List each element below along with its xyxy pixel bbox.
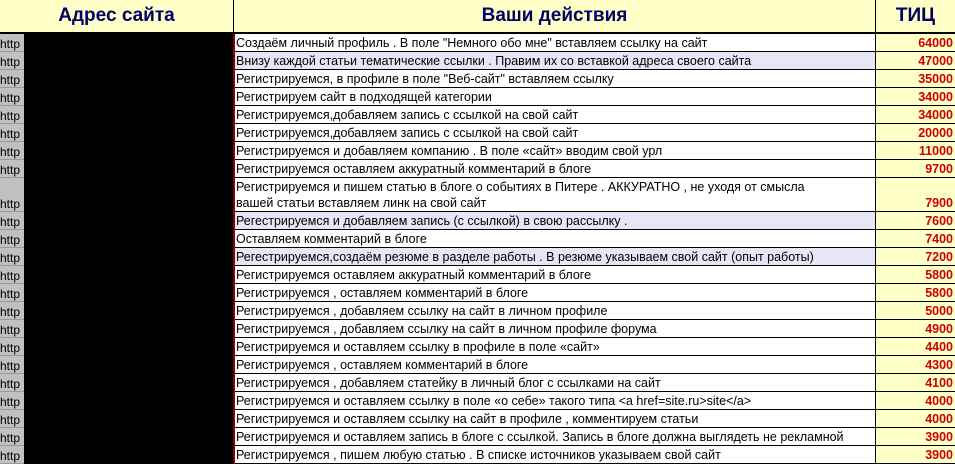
action-cell[interactable]: Регистрируемся, в профиле в поле "Веб-сайт" вставляем ссылку (234, 70, 876, 88)
tic-value-cell[interactable]: 4300 (876, 356, 955, 374)
action-cell[interactable]: Регистрируемся и оставляем ссылку в профиле в поле «сайт» (234, 338, 876, 356)
action-cell[interactable]: Регистрируемся , добавляем статейку в личный блог с ссылками на сайт (234, 374, 876, 392)
tic-value-cell[interactable]: 7600 (876, 212, 955, 230)
site-url-cell[interactable]: http (0, 88, 24, 106)
site-url-cell[interactable]: http (0, 160, 24, 178)
action-cell[interactable]: Регистрируемся и оставляем запись в блоге с ссылкой. Запись в блоге должна выглядеть не рекламной (234, 428, 876, 446)
action-cell[interactable]: Регистрируемся , добавляем ссылку на сайт в личном профиле (234, 302, 876, 320)
site-url-cell[interactable]: http (0, 446, 24, 464)
site-url-cell[interactable]: http (0, 230, 24, 248)
column-header-tic[interactable]: ТИЦ (876, 0, 955, 34)
site-url-cell[interactable]: http (0, 106, 24, 124)
site-url-cell[interactable]: http (0, 392, 24, 410)
site-url-cell[interactable]: http (0, 338, 24, 356)
tic-value-cell[interactable]: 7200 (876, 248, 955, 266)
action-cell[interactable]: Регистрируемся , оставляем комментарий в блоге (234, 284, 876, 302)
tic-value-cell[interactable]: 9700 (876, 160, 955, 178)
tic-value-cell[interactable]: 5800 (876, 284, 955, 302)
tic-value-cell[interactable]: 4000 (876, 410, 955, 428)
action-cell[interactable]: Регистрируемся,добавляем запись с ссылкой на свой сайт (234, 106, 876, 124)
action-cell[interactable]: Регистрируем сайт в подходящей категории (234, 88, 876, 106)
action-cell[interactable]: Регистрируемся , пишем любую статью . В списке источников указываем свой сайт (234, 446, 876, 464)
site-url-cell[interactable]: http (0, 302, 24, 320)
tic-value-cell[interactable]: 20000 (876, 124, 955, 142)
action-cell[interactable]: Регистрируемся , добавляем ссылку на сайт в личном профиле форума (234, 320, 876, 338)
tic-value-cell[interactable]: 7900 (876, 178, 955, 212)
tic-value-cell[interactable]: 3900 (876, 428, 955, 446)
site-url-cell[interactable]: http (0, 124, 24, 142)
site-url-cell[interactable]: http (0, 70, 24, 88)
tic-value-cell[interactable]: 4900 (876, 320, 955, 338)
tic-value-cell[interactable]: 35000 (876, 70, 955, 88)
column-divider (233, 34, 235, 464)
tic-value-cell[interactable]: 4400 (876, 338, 955, 356)
tic-value-cell[interactable]: 11000 (876, 142, 955, 160)
tic-value-cell[interactable]: 64000 (876, 34, 955, 52)
tic-value-cell[interactable]: 3900 (876, 446, 955, 464)
site-url-cell[interactable]: http (0, 410, 24, 428)
site-url-cell[interactable]: http (0, 284, 24, 302)
site-url-cell[interactable]: http (0, 248, 24, 266)
action-cell[interactable]: Регистрируемся и оставляем ссылку в поле «о себе» такого типа <a href=site.ru>site</a> (234, 392, 876, 410)
site-url-cell[interactable]: http (0, 34, 24, 52)
action-cell[interactable]: Регистрируемся,добавляем запись с ссылкой на свой сайт (234, 124, 876, 142)
site-url-cell[interactable]: http (0, 178, 24, 212)
site-url-cell[interactable]: http (0, 266, 24, 284)
column-header-site[interactable]: Адрес сайта (0, 0, 234, 34)
site-url-cell[interactable]: http (0, 428, 24, 446)
tic-value-cell[interactable]: 34000 (876, 88, 955, 106)
action-cell[interactable]: Оставляем комментарий в блоге (234, 230, 876, 248)
tic-value-cell[interactable]: 7400 (876, 230, 955, 248)
tic-value-cell[interactable]: 5800 (876, 266, 955, 284)
site-url-cell[interactable]: http (0, 52, 24, 70)
column-header-actions[interactable]: Ваши действия (234, 0, 876, 34)
action-cell[interactable]: Создаём личный профиль . В поле "Немного обо мне" вставляем ссылку на сайт (234, 34, 876, 52)
site-url-cell[interactable]: http (0, 356, 24, 374)
redacted-site-addresses (24, 34, 234, 464)
site-url-cell[interactable]: http (0, 320, 24, 338)
action-cell[interactable]: Регистрируемся оставляем аккуратный комментарий в блоге (234, 160, 876, 178)
site-url-cell[interactable]: http (0, 374, 24, 392)
tic-value-cell[interactable]: 5000 (876, 302, 955, 320)
site-url-cell[interactable]: http (0, 142, 24, 160)
action-cell[interactable]: Регестрируемся,создаём резюме в разделе работы . В резюме указываем свой сайт (опыт работы) (234, 248, 876, 266)
action-cell[interactable]: Регистрируемся и пишем статью в блоге о событиях в Питере . АККУРАТНО , не уходя от смысла вашей статьи вставляем линк на свой сайт (234, 178, 876, 212)
tic-value-cell[interactable]: 4000 (876, 392, 955, 410)
action-cell[interactable]: Регистрируемся и добавляем компанию . В поле «сайт» вводим свой урл (234, 142, 876, 160)
action-cell[interactable]: Регистрируемся , оставляем комментарий в блоге (234, 356, 876, 374)
site-url-cell[interactable]: http (0, 212, 24, 230)
tic-value-cell[interactable]: 34000 (876, 106, 955, 124)
action-cell[interactable]: Регестрируемся и добавляем запись (с ссылкой) в свою рассылку . (234, 212, 876, 230)
action-cell[interactable]: Регистрируемся и оставляем ссылку на сайт в профиле , комментируем статьи (234, 410, 876, 428)
tic-value-cell[interactable]: 4100 (876, 374, 955, 392)
action-cell[interactable]: Внизу каждой статьи тематические ссылки . Правим их со вставкой адреса своего сайта (234, 52, 876, 70)
tic-value-cell[interactable]: 47000 (876, 52, 955, 70)
action-cell[interactable]: Регистрируемся оставляем аккуратный комментарий в блоге (234, 266, 876, 284)
